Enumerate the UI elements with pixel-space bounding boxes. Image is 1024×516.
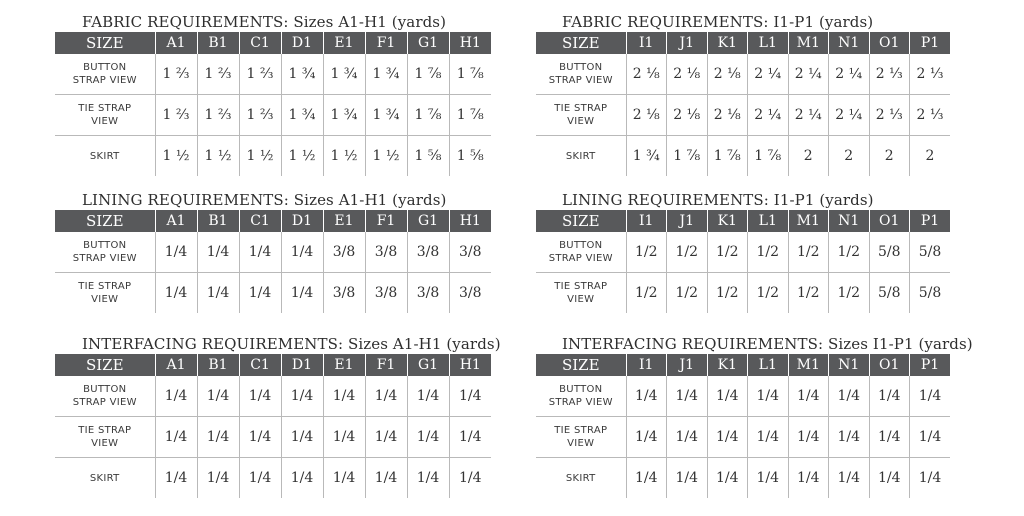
size-column-header: H1 <box>449 32 491 54</box>
table-row <box>55 376 491 417</box>
yardage-cell: 2 ⅛ <box>626 95 667 136</box>
table-title: INTERFACING REQUIREMENTS: Sizes A1-H1 (yards) <box>82 335 501 353</box>
yardage-cell: 1/4 <box>829 417 870 458</box>
table-row <box>55 417 491 458</box>
yardage-cell: 1 ⅝ <box>407 136 449 177</box>
size-column-header: G1 <box>407 354 449 376</box>
table-title: FABRIC REQUIREMENTS: Sizes A1-H1 (yards) <box>82 13 447 31</box>
size-column-header: F1 <box>365 354 407 376</box>
yardage-cell: 1 ¾ <box>365 54 407 95</box>
header-row <box>536 210 950 232</box>
row-label: TIE STRAP VIEW <box>536 417 626 458</box>
size-header: SIZE <box>55 354 155 376</box>
header-row <box>55 210 491 232</box>
yardage-cell: 2 <box>910 136 951 177</box>
yardage-cell: 2 <box>788 136 829 177</box>
yardage-cell: 1/2 <box>707 232 748 273</box>
yardage-cell: 1/4 <box>626 417 667 458</box>
yardage-cell: 2 ¼ <box>829 95 870 136</box>
yardage-cell: 1/4 <box>788 376 829 417</box>
table-row <box>536 136 950 177</box>
yardage-cell: 1/2 <box>788 273 829 314</box>
yardage-cell: 1/4 <box>667 376 708 417</box>
row-label: SKIRT <box>89 472 120 484</box>
yardage-cell: 3/8 <box>365 273 407 314</box>
size-column-header: O1 <box>869 32 910 54</box>
size-column-header: D1 <box>281 32 323 54</box>
yardage-cell: 2 ⅓ <box>869 95 910 136</box>
yardage-cell: 1 ½ <box>365 136 407 177</box>
size-column-header: F1 <box>365 210 407 232</box>
yardage-cell: 1/4 <box>197 417 239 458</box>
size-column-header: L1 <box>748 354 789 376</box>
yardage-cell: 1/4 <box>155 458 197 499</box>
yardage-cell: 3/8 <box>323 232 365 273</box>
yardage-cell: 1/2 <box>748 273 789 314</box>
yardage-cell: 1/4 <box>239 376 281 417</box>
table-row <box>536 417 950 458</box>
size-column-header: M1 <box>788 210 829 232</box>
yardage-cell: 2 ¼ <box>829 54 870 95</box>
yardage-cell: 1/4 <box>707 417 748 458</box>
requirements-table <box>55 354 491 498</box>
size-column-header: C1 <box>239 32 281 54</box>
yardage-cell: 1/4 <box>626 376 667 417</box>
size-column-header: L1 <box>748 32 789 54</box>
size-column-header: M1 <box>788 354 829 376</box>
yardage-cell: 3/8 <box>449 232 491 273</box>
yardage-cell: 1/4 <box>788 417 829 458</box>
row-label: BUTTON STRAP VIEW <box>55 54 155 95</box>
yardage-cell: 5/8 <box>869 273 910 314</box>
table-title: INTERFACING REQUIREMENTS: Sizes I1-P1 (yards) <box>562 335 973 353</box>
row-label: SKIRT <box>565 472 596 484</box>
interfacing-requirements-a1-h1 <box>55 335 501 495</box>
yardage-cell: 2 ⅓ <box>910 95 951 136</box>
yardage-cell: 1 ¾ <box>626 136 667 177</box>
yardage-cell: 1/4 <box>449 417 491 458</box>
yardage-cell: 1/4 <box>323 376 365 417</box>
size-column-header: N1 <box>829 354 870 376</box>
yardage-cell: 1/2 <box>788 232 829 273</box>
size-column-header: O1 <box>869 210 910 232</box>
yardage-cell: 1/4 <box>626 458 667 499</box>
yardage-cell: 1/4 <box>239 232 281 273</box>
yardage-cell: 1/4 <box>910 376 951 417</box>
requirements-table <box>536 354 950 498</box>
yardage-cell: 1/4 <box>155 417 197 458</box>
size-column-header: P1 <box>910 210 951 232</box>
yardage-cell: 1/4 <box>788 458 829 499</box>
yardage-cell: 2 ⅛ <box>626 54 667 95</box>
yardage-cell: 2 ⅛ <box>707 95 748 136</box>
yardage-cell: 5/8 <box>910 232 951 273</box>
yardage-cell: 1 ¾ <box>281 54 323 95</box>
yardage-cell: 2 ⅛ <box>707 54 748 95</box>
yardage-cell: 1/2 <box>748 232 789 273</box>
yardage-cell: 2 ¼ <box>748 54 789 95</box>
yardage-cell: 1/4 <box>197 273 239 314</box>
yardage-cell: 1/2 <box>626 232 667 273</box>
size-column-header: M1 <box>788 32 829 54</box>
yardage-cell: 1/4 <box>197 376 239 417</box>
row-label: BUTTON STRAP VIEW <box>536 54 626 95</box>
size-header: SIZE <box>55 32 155 54</box>
yardage-cell: 5/8 <box>869 232 910 273</box>
yardage-cell: 2 ⅓ <box>910 54 951 95</box>
yardage-cell: 1 ⅔ <box>197 54 239 95</box>
size-column-header: I1 <box>626 210 667 232</box>
size-column-header: F1 <box>365 32 407 54</box>
yardage-cell: 1/2 <box>667 273 708 314</box>
table-row <box>536 376 950 417</box>
yardage-cell: 1/4 <box>365 376 407 417</box>
yardage-cell: 3/8 <box>323 273 365 314</box>
yardage-cell: 1 ⅞ <box>667 136 708 177</box>
yardage-cell: 2 ¼ <box>788 54 829 95</box>
yardage-cell: 1/4 <box>281 376 323 417</box>
header-row <box>55 32 491 54</box>
table-row <box>536 95 950 136</box>
row-label: TIE STRAP VIEW <box>55 417 155 458</box>
row-label: TIE STRAP VIEW <box>78 281 132 305</box>
yardage-cell: 1/4 <box>707 458 748 499</box>
row-label: BUTTON STRAP VIEW <box>55 232 155 273</box>
size-column-header: A1 <box>155 32 197 54</box>
fabric-requirements-i1-p1 <box>536 13 950 173</box>
yardage-cell: 1/4 <box>407 417 449 458</box>
size-column-header: C1 <box>239 354 281 376</box>
yardage-cell: 3/8 <box>449 273 491 314</box>
yardage-cell: 1/4 <box>829 458 870 499</box>
lining-requirements-a1-h1 <box>55 191 491 316</box>
yardage-cell: 1 ⅞ <box>407 54 449 95</box>
size-column-header: G1 <box>407 210 449 232</box>
yardage-cell: 1/4 <box>281 458 323 499</box>
yardage-cell: 2 ¼ <box>788 95 829 136</box>
size-column-header: A1 <box>155 210 197 232</box>
size-column-header: H1 <box>449 354 491 376</box>
yardage-cell: 5/8 <box>910 273 951 314</box>
size-column-header: C1 <box>239 210 281 232</box>
row-label: TIE STRAP VIEW <box>554 281 608 305</box>
yardage-cell: 2 ¼ <box>748 95 789 136</box>
size-column-header: I1 <box>626 32 667 54</box>
yardage-cell: 1/2 <box>626 273 667 314</box>
size-column-header: P1 <box>910 32 951 54</box>
yardage-cell: 1 ¾ <box>323 95 365 136</box>
size-header: SIZE <box>536 354 626 376</box>
yardage-cell: 1 ½ <box>239 136 281 177</box>
size-column-header: J1 <box>667 32 708 54</box>
size-column-header: O1 <box>869 354 910 376</box>
yardage-cell: 1/4 <box>407 458 449 499</box>
interfacing-requirements-i1-p1 <box>536 335 973 495</box>
yardage-cell: 1/4 <box>869 458 910 499</box>
table-row <box>55 458 491 499</box>
yardage-cell: 1 ⅞ <box>407 95 449 136</box>
yardage-cell: 1/4 <box>281 273 323 314</box>
size-column-header: A1 <box>155 354 197 376</box>
yardage-cell: 1/4 <box>449 458 491 499</box>
yardage-cell: 1 ⅞ <box>748 136 789 177</box>
table-row <box>536 54 950 95</box>
row-label: SKIRT <box>89 150 120 162</box>
size-column-header: G1 <box>407 32 449 54</box>
yardage-cell: 2 <box>869 136 910 177</box>
yardage-cell: 1 ¾ <box>323 54 365 95</box>
yardage-cell: 1 ½ <box>197 136 239 177</box>
row-label: BUTTON STRAP VIEW <box>536 232 626 273</box>
yardage-cell: 3/8 <box>407 273 449 314</box>
yardage-cell: 1 ⅔ <box>197 95 239 136</box>
yardage-cell: 1/4 <box>407 376 449 417</box>
size-column-header: L1 <box>748 210 789 232</box>
header-row <box>55 354 491 376</box>
size-header: SIZE <box>55 210 155 232</box>
yardage-cell: 1/4 <box>910 417 951 458</box>
table-row <box>55 273 491 314</box>
size-column-header: K1 <box>707 32 748 54</box>
table-row <box>55 136 491 177</box>
fabric-requirements-a1-h1 <box>55 13 491 173</box>
yardage-cell: 1/4 <box>869 417 910 458</box>
row-label: TIE STRAP VIEW <box>536 95 626 136</box>
yardage-cell: 2 ⅓ <box>869 54 910 95</box>
size-column-header: P1 <box>910 354 951 376</box>
size-column-header: E1 <box>323 210 365 232</box>
header-row <box>536 354 950 376</box>
yardage-cell: 1/4 <box>239 458 281 499</box>
table-title: FABRIC REQUIREMENTS: I1-P1 (yards) <box>562 13 874 31</box>
yardage-cell: 2 ⅛ <box>667 54 708 95</box>
yardage-cell: 1/4 <box>748 417 789 458</box>
yardage-cell: 1/4 <box>197 458 239 499</box>
size-column-header: J1 <box>667 354 708 376</box>
yardage-cell: 2 ⅛ <box>667 95 708 136</box>
row-label: BUTTON STRAP VIEW <box>55 376 155 417</box>
row-label: SKIRT <box>565 150 596 162</box>
requirements-table <box>55 32 491 176</box>
table-row <box>55 95 491 136</box>
size-column-header: E1 <box>323 32 365 54</box>
table-title: LINING REQUIREMENTS: I1-P1 (yards) <box>562 191 874 209</box>
yardage-cell: 1/4 <box>910 458 951 499</box>
yardage-cell: 1/4 <box>667 458 708 499</box>
size-column-header: D1 <box>281 354 323 376</box>
requirements-table <box>55 210 491 313</box>
yardage-cell: 1 ⅔ <box>239 95 281 136</box>
size-column-header: K1 <box>707 354 748 376</box>
yardage-cell: 1/4 <box>365 458 407 499</box>
yardage-cell: 1/4 <box>155 376 197 417</box>
size-column-header: N1 <box>829 32 870 54</box>
requirements-table <box>536 210 950 313</box>
yardage-cell: 1/4 <box>829 376 870 417</box>
yardage-cell: 1 ⅞ <box>707 136 748 177</box>
yardage-cell: 3/8 <box>365 232 407 273</box>
size-column-header: I1 <box>626 354 667 376</box>
yardage-cell: 1/4 <box>748 376 789 417</box>
yardage-cell: 1 ⅔ <box>239 54 281 95</box>
yardage-cell: 1/4 <box>155 273 197 314</box>
yardage-cell: 1/2 <box>707 273 748 314</box>
yardage-cell: 1 ⅔ <box>155 54 197 95</box>
yardage-cell: 1/4 <box>707 376 748 417</box>
yardage-cell: 1 ¾ <box>365 95 407 136</box>
yardage-cell: 1/4 <box>323 458 365 499</box>
size-column-header: E1 <box>323 354 365 376</box>
size-column-header: B1 <box>197 354 239 376</box>
table-row <box>536 232 950 273</box>
yardage-cell: 1/4 <box>281 417 323 458</box>
yardage-cell: 1/2 <box>667 232 708 273</box>
size-column-header: J1 <box>667 210 708 232</box>
table-row <box>536 273 950 314</box>
table-row <box>536 458 950 499</box>
yardage-cell: 1/4 <box>869 376 910 417</box>
yardage-cell: 1/4 <box>155 232 197 273</box>
yardage-cell: 1 ⅔ <box>155 95 197 136</box>
row-label: BUTTON STRAP VIEW <box>536 376 626 417</box>
requirements-table <box>536 32 950 176</box>
size-header: SIZE <box>536 210 626 232</box>
size-column-header: N1 <box>829 210 870 232</box>
size-column-header: K1 <box>707 210 748 232</box>
size-column-header: D1 <box>281 210 323 232</box>
yardage-cell: 1/4 <box>323 417 365 458</box>
yardage-cell: 1 ¾ <box>281 95 323 136</box>
size-header: SIZE <box>536 32 626 54</box>
yardage-cell: 1/4 <box>365 417 407 458</box>
table-title: LINING REQUIREMENTS: Sizes A1-H1 (yards) <box>82 191 447 209</box>
yardage-cell: 1/2 <box>829 232 870 273</box>
yardage-cell: 1/4 <box>449 376 491 417</box>
lining-requirements-i1-p1 <box>536 191 950 316</box>
yardage-cell: 1 ½ <box>323 136 365 177</box>
yardage-cell: 1 ⅝ <box>449 136 491 177</box>
yardage-cell: 3/8 <box>407 232 449 273</box>
yardage-cell: 1/4 <box>667 417 708 458</box>
yardage-cell: 1 ½ <box>155 136 197 177</box>
table-row <box>55 232 491 273</box>
yardage-cell: 1/4 <box>239 273 281 314</box>
yardage-cell: 2 <box>829 136 870 177</box>
row-label: TIE STRAP VIEW <box>55 95 155 136</box>
yardage-cell: 1 ½ <box>281 136 323 177</box>
yardage-cell: 1 ⅞ <box>449 54 491 95</box>
size-column-header: H1 <box>449 210 491 232</box>
yardage-cell: 1 ⅞ <box>449 95 491 136</box>
size-column-header: B1 <box>197 32 239 54</box>
header-row <box>536 32 950 54</box>
yardage-cell: 1/4 <box>281 232 323 273</box>
yardage-cell: 1/2 <box>829 273 870 314</box>
size-column-header: B1 <box>197 210 239 232</box>
yardage-cell: 1/4 <box>197 232 239 273</box>
yardage-cell: 1/4 <box>748 458 789 499</box>
table-row <box>55 54 491 95</box>
yardage-cell: 1/4 <box>239 417 281 458</box>
